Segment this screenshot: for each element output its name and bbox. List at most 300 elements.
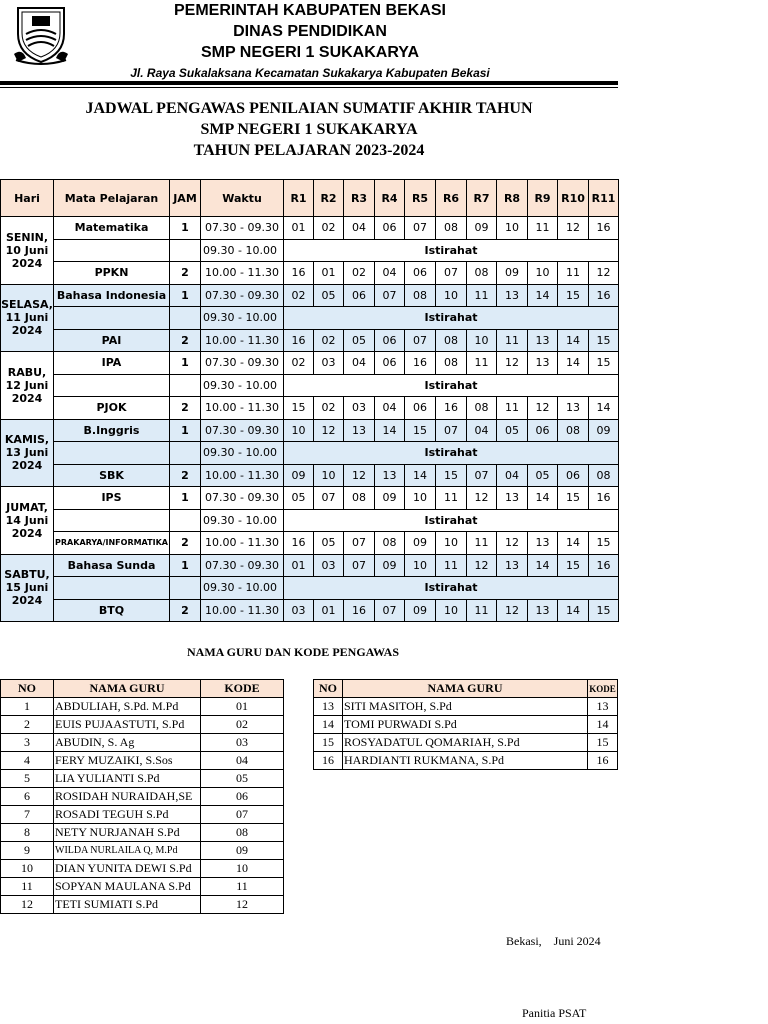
schedule-body xyxy=(1,217,619,622)
time-cell: 10.00 - 11.30 xyxy=(201,464,284,487)
teacher-table-right xyxy=(313,679,618,770)
session-cell-empty xyxy=(170,239,201,262)
schedule-row xyxy=(1,374,619,397)
teacher-row xyxy=(1,896,284,914)
supervisor-code-cell: 06 xyxy=(558,464,589,487)
session-cell-empty xyxy=(170,577,201,600)
supervisor-code-cell: 11 xyxy=(467,284,497,307)
exam-schedule-table xyxy=(0,179,619,622)
supervisor-code-cell: 16 xyxy=(284,262,314,285)
supervisor-code-cell: 09 xyxy=(467,217,497,240)
supervisor-code-cell: 14 xyxy=(405,464,436,487)
supervisor-code-cell: 15 xyxy=(589,532,619,555)
teacher-row xyxy=(1,770,284,788)
supervisor-code-cell: 03 xyxy=(344,397,375,420)
teacher-header-row xyxy=(314,680,618,698)
break-time-cell: 09.30 - 10.00 xyxy=(201,509,284,532)
supervisor-code-cell: 01 xyxy=(314,262,344,285)
schedule-row xyxy=(1,532,619,555)
subject-cell-empty xyxy=(54,509,170,532)
day-cell: SENIN, 10 Juni 2024 xyxy=(1,217,54,285)
room-header: R4 xyxy=(375,180,405,217)
room-header: R5 xyxy=(405,180,436,217)
subject-cell-empty xyxy=(54,239,170,262)
teacher-no: 13 xyxy=(314,698,343,716)
supervisor-code-cell: 04 xyxy=(497,464,528,487)
teacher-row xyxy=(1,806,284,824)
letterhead-government: PEMERINTAH KABUPATEN BEKASI xyxy=(173,2,446,19)
supervisor-code-cell: 09 xyxy=(497,262,528,285)
supervisor-code-cell: 05 xyxy=(497,419,528,442)
supervisor-code-cell: 01 xyxy=(284,554,314,577)
subject-cell-empty xyxy=(54,442,170,465)
teacher-row xyxy=(1,734,284,752)
teacher-table-left-body xyxy=(1,698,284,914)
supervisor-code-cell: 08 xyxy=(436,329,467,352)
schedule-row xyxy=(1,284,619,307)
teacher-code: 06 xyxy=(201,788,284,806)
teacher-name: ABUDIN, S. Ag xyxy=(54,734,201,752)
supervisor-code-cell: 08 xyxy=(467,397,497,420)
subject-cell: PJOK xyxy=(54,397,170,420)
session-cell: 1 xyxy=(170,352,201,375)
supervisor-code-cell: 06 xyxy=(405,397,436,420)
room-header: R6 xyxy=(436,180,467,217)
break-label-cell: Istirahat xyxy=(284,442,619,465)
teacher-name: EUIS PUJAASTUTI, S.Pd xyxy=(54,716,201,734)
teacher-name: NETY NURJANAH S.Pd xyxy=(54,824,201,842)
schedule-row xyxy=(1,464,619,487)
supervisor-code-cell: 14 xyxy=(558,532,589,555)
teacher-code: 03 xyxy=(201,734,284,752)
supervisor-code-cell: 10 xyxy=(436,532,467,555)
supervisor-code-cell: 15 xyxy=(558,554,589,577)
supervisor-code-cell: 02 xyxy=(314,329,344,352)
teacher-row xyxy=(1,860,284,878)
supervisor-code-cell: 06 xyxy=(405,262,436,285)
session-cell: 2 xyxy=(170,262,201,285)
supervisor-code-cell: 02 xyxy=(314,397,344,420)
teacher-row xyxy=(314,698,618,716)
schedule-row xyxy=(1,577,619,600)
session-cell-empty xyxy=(170,442,201,465)
subject-cell: IPS xyxy=(54,487,170,510)
teacher-row xyxy=(1,842,284,860)
supervisor-code-cell: 13 xyxy=(528,532,558,555)
subject-cell: PPKN xyxy=(54,262,170,285)
schedule-row xyxy=(1,554,619,577)
supervisor-code-cell: 11 xyxy=(497,329,528,352)
supervisor-code-cell: 09 xyxy=(375,554,405,577)
supervisor-code-cell: 02 xyxy=(314,217,344,240)
supervisor-code-cell: 15 xyxy=(558,284,589,307)
supervisor-code-cell: 14 xyxy=(558,352,589,375)
teacher-no: 3 xyxy=(1,734,54,752)
supervisor-code-cell: 04 xyxy=(375,397,405,420)
subject-cell-empty xyxy=(54,577,170,600)
schedule-row xyxy=(1,487,619,510)
subject-cell: PRAKARYA/INFORMATIKA xyxy=(54,532,170,555)
supervisor-code-cell: 13 xyxy=(344,419,375,442)
supervisor-code-cell: 07 xyxy=(405,217,436,240)
column-header: KODE xyxy=(201,680,284,698)
teacher-no: 16 xyxy=(314,752,343,770)
teacher-table-right-body xyxy=(314,698,618,770)
time-cell: 07.30 - 09.30 xyxy=(201,217,284,240)
column-header: KODE xyxy=(588,680,618,698)
supervisor-code-cell: 02 xyxy=(284,284,314,307)
teacher-code: 01 xyxy=(201,698,284,716)
supervisor-code-cell: 02 xyxy=(344,262,375,285)
supervisor-code-cell: 03 xyxy=(314,352,344,375)
column-header: Hari xyxy=(1,180,54,217)
schedule-row xyxy=(1,307,619,330)
subject-cell: Bahasa Indonesia xyxy=(54,284,170,307)
supervisor-code-cell: 12 xyxy=(528,397,558,420)
supervisor-code-cell: 15 xyxy=(589,329,619,352)
column-header: NAMA GURU xyxy=(343,680,588,698)
break-label-cell: Istirahat xyxy=(284,577,619,600)
subject-cell: Bahasa Sunda xyxy=(54,554,170,577)
supervisor-code-cell: 12 xyxy=(497,352,528,375)
session-cell: 2 xyxy=(170,329,201,352)
supervisor-code-cell: 05 xyxy=(528,464,558,487)
column-header: NO xyxy=(314,680,343,698)
teacher-row xyxy=(1,824,284,842)
letterhead-department: DINAS PENDIDIKAN xyxy=(233,23,387,40)
supervisor-code-cell: 16 xyxy=(344,599,375,622)
teacher-code: 16 xyxy=(588,752,618,770)
supervisor-code-cell: 08 xyxy=(344,487,375,510)
time-cell: 10.00 - 11.30 xyxy=(201,599,284,622)
supervisor-code-cell: 09 xyxy=(375,487,405,510)
supervisor-code-cell: 12 xyxy=(467,554,497,577)
supervisor-code-cell: 05 xyxy=(344,329,375,352)
time-cell: 10.00 - 11.30 xyxy=(201,532,284,555)
supervisor-code-cell: 12 xyxy=(589,262,619,285)
break-label-cell: Istirahat xyxy=(284,374,619,397)
supervisor-code-cell: 13 xyxy=(497,487,528,510)
session-cell: 1 xyxy=(170,284,201,307)
schedule-row xyxy=(1,397,619,420)
document-title: JADWAL PENGAWAS PENILAIAN SUMATIF AKHIR TAHUN xyxy=(85,100,533,117)
supervisor-code-cell: 12 xyxy=(497,532,528,555)
teacher-row xyxy=(314,734,618,752)
supervisor-code-cell: 10 xyxy=(528,262,558,285)
session-cell: 2 xyxy=(170,532,201,555)
column-header: Waktu xyxy=(201,180,284,217)
teacher-row xyxy=(1,698,284,716)
teacher-name: DIAN YUNITA DEWI S.Pd xyxy=(54,860,201,878)
supervisor-code-cell: 10 xyxy=(405,487,436,510)
column-header: NAMA GURU xyxy=(54,680,201,698)
day-cell: KAMIS, 13 Juni 2024 xyxy=(1,419,54,487)
schedule-row xyxy=(1,329,619,352)
teacher-name: ABDULIAH, S.Pd. M.Pd xyxy=(54,698,201,716)
supervisor-code-cell: 13 xyxy=(375,464,405,487)
room-header: R10 xyxy=(558,180,589,217)
break-time-cell: 09.30 - 10.00 xyxy=(201,239,284,262)
supervisor-code-cell: 07 xyxy=(344,554,375,577)
session-cell-empty xyxy=(170,374,201,397)
supervisor-code-cell: 02 xyxy=(284,352,314,375)
schedule-row xyxy=(1,509,619,532)
supervisor-code-cell: 07 xyxy=(344,532,375,555)
time-cell: 07.30 - 09.30 xyxy=(201,352,284,375)
room-header: R7 xyxy=(467,180,497,217)
schedule-row xyxy=(1,352,619,375)
supervisor-code-cell: 11 xyxy=(558,262,589,285)
time-cell: 10.00 - 11.30 xyxy=(201,262,284,285)
schedule-row xyxy=(1,599,619,622)
supervisor-code-cell: 07 xyxy=(436,419,467,442)
session-cell: 1 xyxy=(170,487,201,510)
supervisor-code-cell: 07 xyxy=(375,284,405,307)
time-cell: 10.00 - 11.30 xyxy=(201,329,284,352)
supervisor-code-cell: 06 xyxy=(375,329,405,352)
supervisor-code-cell: 06 xyxy=(375,352,405,375)
teacher-no: 5 xyxy=(1,770,54,788)
teacher-name: ROSYADATUL QOMARIAH, S.Pd xyxy=(343,734,588,752)
supervisor-code-cell: 14 xyxy=(375,419,405,442)
break-time-cell: 09.30 - 10.00 xyxy=(201,307,284,330)
supervisor-code-cell: 12 xyxy=(467,487,497,510)
supervisor-code-cell: 15 xyxy=(558,487,589,510)
teacher-code: 15 xyxy=(588,734,618,752)
teacher-row xyxy=(314,716,618,734)
supervisor-code-cell: 15 xyxy=(589,599,619,622)
supervisor-code-cell: 05 xyxy=(314,532,344,555)
supervisor-code-cell: 09 xyxy=(589,419,619,442)
supervisor-code-cell: 16 xyxy=(436,397,467,420)
subject-cell-empty xyxy=(54,307,170,330)
teacher-no: 8 xyxy=(1,824,54,842)
teacher-no: 1 xyxy=(1,698,54,716)
time-cell: 07.30 - 09.30 xyxy=(201,554,284,577)
supervisor-code-cell: 04 xyxy=(467,419,497,442)
signature-role: Panitia PSAT xyxy=(522,1006,587,1020)
letterhead-address: Jl. Raya Sukalaksana Kecamatan Sukakarya Kabupaten Bekasi xyxy=(130,66,490,80)
subject-cell: Matematika xyxy=(54,217,170,240)
schedule-row xyxy=(1,419,619,442)
supervisor-code-cell: 15 xyxy=(284,397,314,420)
supervisor-code-cell: 11 xyxy=(467,532,497,555)
supervisor-code-cell: 09 xyxy=(284,464,314,487)
teacher-no: 4 xyxy=(1,752,54,770)
subject-cell: IPA xyxy=(54,352,170,375)
bekasi-regency-crest-icon xyxy=(12,4,70,66)
teacher-no: 2 xyxy=(1,716,54,734)
document-subtitle-school: SMP NEGERI 1 SUKAKARYA xyxy=(200,121,418,138)
supervisor-code-cell: 07 xyxy=(375,599,405,622)
supervisor-code-cell: 09 xyxy=(405,532,436,555)
room-header: R11 xyxy=(589,180,619,217)
break-time-cell: 09.30 - 10.00 xyxy=(201,374,284,397)
column-header: JAM xyxy=(170,180,201,217)
supervisor-code-cell: 07 xyxy=(436,262,467,285)
teacher-code: 13 xyxy=(588,698,618,716)
day-cell: RABU, 12 Juni 2024 xyxy=(1,352,54,420)
teacher-no: 15 xyxy=(314,734,343,752)
column-header: Mata Pelajaran xyxy=(54,180,170,217)
time-cell: 07.30 - 09.30 xyxy=(201,284,284,307)
teacher-code: 04 xyxy=(201,752,284,770)
teacher-name: SOPYAN MAULANA S.Pd xyxy=(54,878,201,896)
teacher-name: TETI SUMIATI S.Pd xyxy=(54,896,201,914)
teacher-row xyxy=(1,788,284,806)
day-cell: SABTU, 15 Juni 2024 xyxy=(1,554,54,622)
supervisor-code-cell: 13 xyxy=(528,352,558,375)
day-cell: JUMAT, 14 Juni 2024 xyxy=(1,487,54,555)
room-header: R3 xyxy=(344,180,375,217)
supervisor-code-cell: 04 xyxy=(344,352,375,375)
teacher-name: HARDIANTI RUKMANA, S.Pd xyxy=(343,752,588,770)
column-header: NO xyxy=(1,680,54,698)
teacher-code: 02 xyxy=(201,716,284,734)
teacher-row xyxy=(314,752,618,770)
session-cell: 2 xyxy=(170,397,201,420)
supervisor-code-cell: 14 xyxy=(589,397,619,420)
supervisor-code-cell: 10 xyxy=(497,217,528,240)
schedule-row xyxy=(1,217,619,240)
supervisor-code-cell: 15 xyxy=(436,464,467,487)
supervisor-code-cell: 07 xyxy=(314,487,344,510)
teacher-code: 11 xyxy=(201,878,284,896)
supervisor-code-cell: 03 xyxy=(284,599,314,622)
session-cell-empty xyxy=(170,307,201,330)
supervisor-code-cell: 16 xyxy=(589,217,619,240)
teacher-name: WILDA NURLAILA Q, M.Pd xyxy=(54,842,201,860)
supervisor-code-cell: 03 xyxy=(314,554,344,577)
teacher-row xyxy=(1,878,284,896)
supervisor-code-cell: 10 xyxy=(405,554,436,577)
supervisor-code-cell: 11 xyxy=(528,217,558,240)
teacher-no: 10 xyxy=(1,860,54,878)
session-cell-empty xyxy=(170,509,201,532)
teacher-no: 12 xyxy=(1,896,54,914)
supervisor-code-cell: 11 xyxy=(436,554,467,577)
supervisor-code-cell: 07 xyxy=(467,464,497,487)
supervisor-code-cell: 08 xyxy=(375,532,405,555)
teacher-row xyxy=(1,752,284,770)
supervisor-code-cell: 10 xyxy=(467,329,497,352)
teacher-name: LIA YULIANTI S.Pd xyxy=(54,770,201,788)
teacher-name: ROSADI TEGUH S.Pd xyxy=(54,806,201,824)
teacher-code: 07 xyxy=(201,806,284,824)
supervisor-code-cell: 16 xyxy=(589,554,619,577)
supervisor-code-cell: 12 xyxy=(314,419,344,442)
supervisor-code-cell: 14 xyxy=(528,487,558,510)
supervisor-code-cell: 11 xyxy=(436,487,467,510)
teacher-no: 9 xyxy=(1,842,54,860)
break-label-cell: Istirahat xyxy=(284,307,619,330)
supervisor-code-cell: 08 xyxy=(558,419,589,442)
teacher-code: 12 xyxy=(201,896,284,914)
session-cell: 1 xyxy=(170,419,201,442)
teacher-header-row xyxy=(1,680,284,698)
supervisor-code-cell: 12 xyxy=(344,464,375,487)
teacher-code: 10 xyxy=(201,860,284,878)
schedule-row xyxy=(1,442,619,465)
letterhead-divider-thick xyxy=(0,81,618,85)
supervisor-code-cell: 11 xyxy=(497,397,528,420)
supervisor-code-cell: 04 xyxy=(375,262,405,285)
schedule-row xyxy=(1,239,619,262)
teacher-name: TOMI PURWADI S.Pd xyxy=(343,716,588,734)
supervisor-code-cell: 08 xyxy=(589,464,619,487)
room-header: R1 xyxy=(284,180,314,217)
supervisor-code-cell: 08 xyxy=(405,284,436,307)
teacher-name: FERY MUZAIKI, S.Sos xyxy=(54,752,201,770)
supervisor-code-cell: 11 xyxy=(467,352,497,375)
teacher-no: 7 xyxy=(1,806,54,824)
teacher-no: 11 xyxy=(1,878,54,896)
supervisor-code-cell: 16 xyxy=(589,487,619,510)
supervisor-code-cell: 12 xyxy=(497,599,528,622)
subject-cell-empty xyxy=(54,374,170,397)
supervisor-code-cell: 06 xyxy=(375,217,405,240)
letterhead xyxy=(0,0,620,88)
time-cell: 10.00 - 11.30 xyxy=(201,397,284,420)
session-cell: 1 xyxy=(170,554,201,577)
supervisor-code-cell: 08 xyxy=(436,217,467,240)
supervisor-code-cell: 08 xyxy=(467,262,497,285)
break-label-cell: Istirahat xyxy=(284,509,619,532)
teacher-name: ROSIDAH NURAIDAH,SE xyxy=(54,788,201,806)
teacher-table-left xyxy=(0,679,284,914)
supervisor-code-cell: 15 xyxy=(589,352,619,375)
teacher-no: 6 xyxy=(1,788,54,806)
supervisor-code-cell: 01 xyxy=(284,217,314,240)
teacher-code: 05 xyxy=(201,770,284,788)
teacher-row xyxy=(1,716,284,734)
supervisor-code-cell: 09 xyxy=(405,599,436,622)
supervisor-code-cell: 12 xyxy=(558,217,589,240)
break-label-cell: Istirahat xyxy=(284,239,619,262)
supervisor-code-cell: 13 xyxy=(528,599,558,622)
supervisor-code-cell: 14 xyxy=(528,554,558,577)
supervisor-code-cell: 16 xyxy=(405,352,436,375)
supervisor-code-cell: 16 xyxy=(589,284,619,307)
letterhead-divider-thin xyxy=(0,87,618,88)
teacher-code: 08 xyxy=(201,824,284,842)
room-header: R8 xyxy=(497,180,528,217)
supervisor-code-cell: 06 xyxy=(528,419,558,442)
session-cell: 2 xyxy=(170,599,201,622)
session-cell: 2 xyxy=(170,464,201,487)
supervisor-code-cell: 05 xyxy=(314,284,344,307)
supervisor-code-cell: 14 xyxy=(528,284,558,307)
supervisor-code-cell: 11 xyxy=(467,599,497,622)
day-cell: SELASA, 11 Juni 2024 xyxy=(1,284,54,352)
supervisor-code-cell: 14 xyxy=(558,599,589,622)
subject-cell: B.Inggris xyxy=(54,419,170,442)
supervisor-code-cell: 15 xyxy=(405,419,436,442)
teacher-code: 14 xyxy=(588,716,618,734)
room-header: R9 xyxy=(528,180,558,217)
supervisor-code-cell: 13 xyxy=(497,554,528,577)
break-time-cell: 09.30 - 10.00 xyxy=(201,577,284,600)
supervisor-code-cell: 10 xyxy=(436,599,467,622)
supervisor-code-cell: 05 xyxy=(284,487,314,510)
letterhead-school: SMP NEGERI 1 SUKAKARYA xyxy=(200,44,420,61)
supervisor-code-cell: 10 xyxy=(436,284,467,307)
time-cell: 07.30 - 09.30 xyxy=(201,487,284,510)
supervisor-code-cell: 10 xyxy=(314,464,344,487)
supervisor-code-cell: 10 xyxy=(284,419,314,442)
teacher-no: 14 xyxy=(314,716,343,734)
supervisor-code-cell: 13 xyxy=(497,284,528,307)
